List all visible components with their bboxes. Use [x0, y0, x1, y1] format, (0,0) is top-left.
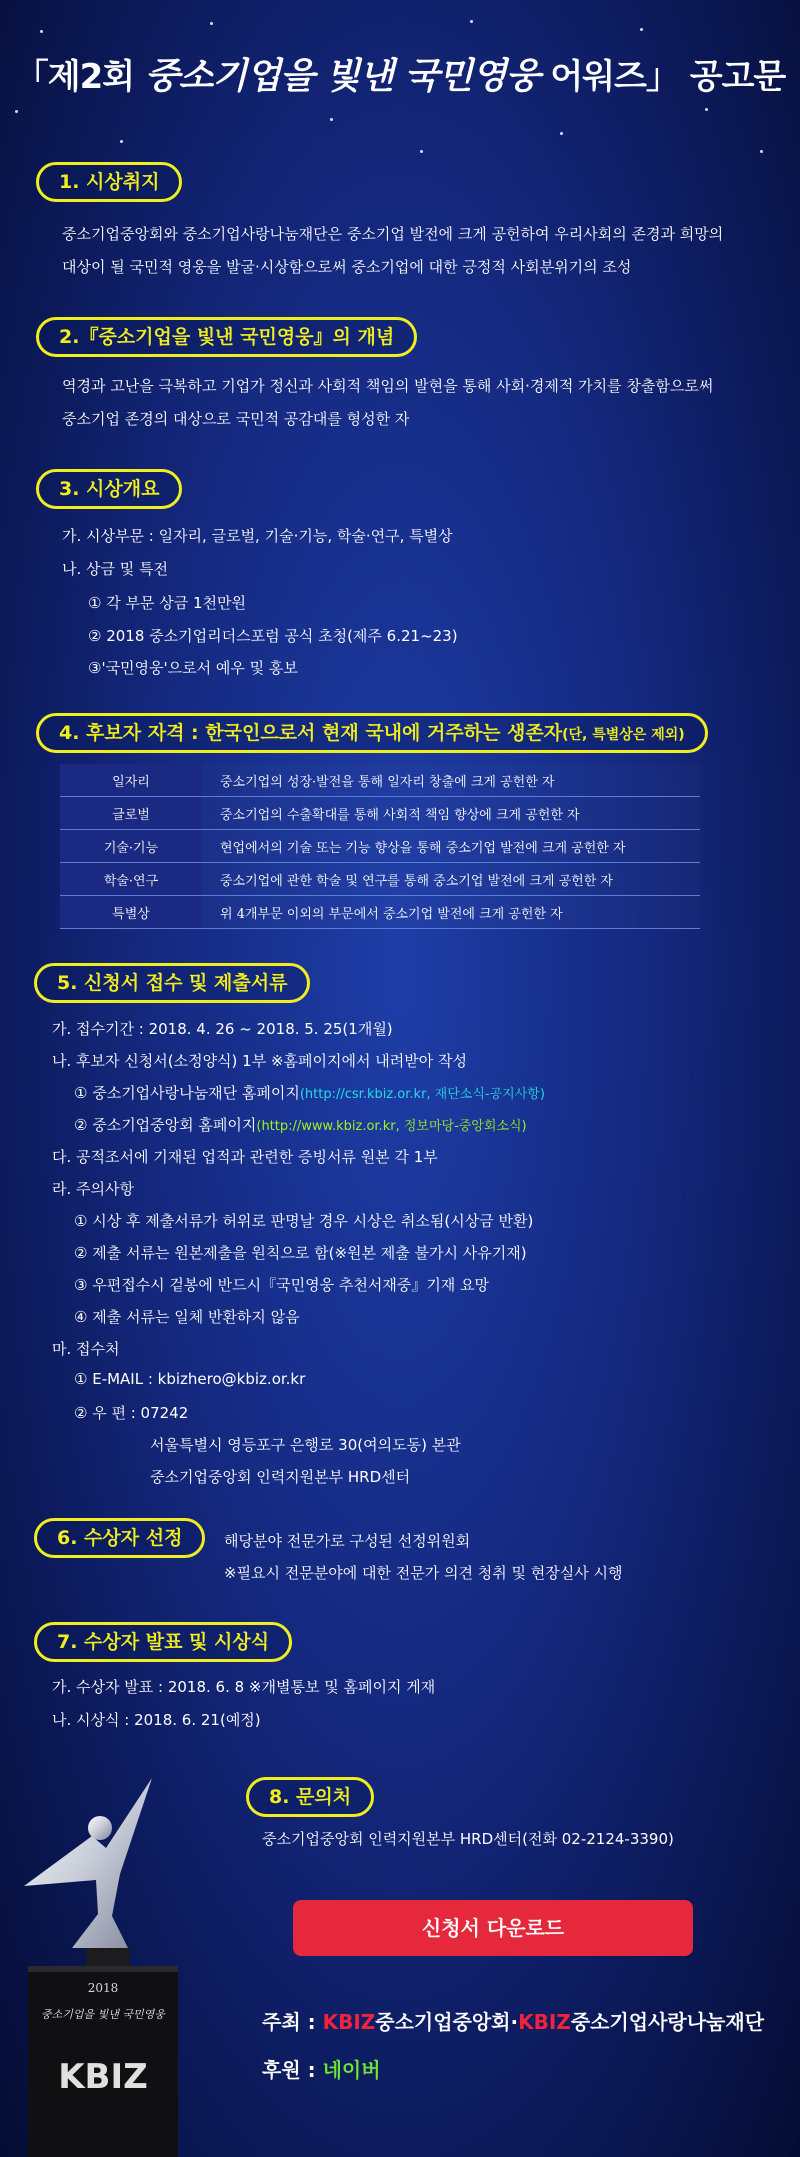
s3-line: 가. 시상부문 : 일자리, 글로벌, 기술·기능, 학술·연구, 특별상: [62, 527, 453, 545]
s5-caution-item: ③ 우편접수시 겉봉에 반드시『국민영웅 추천서재중』기재 요망: [74, 1276, 490, 1294]
s5-recv: 마. 접수처: [52, 1340, 120, 1358]
s5-email: ① E-MAIL : kbizhero@kbiz.or.kr: [74, 1370, 306, 1388]
s3-line: ③'국민영웅'으로서 예우 및 홍보: [88, 659, 298, 677]
section-1-text: 중소기업중앙회와 중소기업사랑나눔재단은 중소기업 발전에 크게 공헌하여 우리사회의 존경과 희망의 대상이 될 국민적 영웅을 발굴·시상함으로써 중소기업에 대한 긍정적 사회분위기의 조성: [62, 225, 724, 276]
s6-line: 해당분야 전문가로 구성된 선정위원회: [224, 1532, 471, 1550]
table-row: 기술·기능 현업에서의 기술 또는 기능 향상을 통해 중소기업 발전에 크게 공헌한 자: [60, 830, 700, 863]
s5-caution-item: ② 제출 서류는 원본제출을 원칙으로 함(※원본 제출 불가시 사유기재): [74, 1244, 527, 1262]
s5-caution: 라. 주의사항: [52, 1180, 134, 1198]
section-2-heading: 2.『중소기업을 빛낸 국민영웅』의 개념: [36, 317, 417, 357]
s5-site-1: ① 중소기업사랑나눔재단 홈페이지(http://csr.kbiz.or.kr, 재단소식-공지사항): [74, 1084, 545, 1102]
s5-addr-2: 중소기업중앙회 인력지원본부 HRD센터: [150, 1468, 411, 1486]
title-script: 중소기업을 빛낸 국민영웅: [144, 55, 540, 97]
section-6-heading: 6. 수상자 선정: [34, 1518, 205, 1558]
table-row: 일자리 중소기업의 성장·발전을 통해 일자리 창출에 크게 공헌한 자: [60, 764, 700, 797]
page-title: 「제2회 중소기업을 빛낸 국민영웅 어워즈」 공고문: [14, 55, 786, 97]
s3-line: 나. 상금 및 특전: [62, 560, 169, 578]
s6-line: ※필요시 전문분야에 대한 전문가 의견 청취 및 현장실사 시행: [224, 1564, 623, 1582]
section-2-text: 역경과 고난을 극복하고 기업가 정신과 사회적 책임의 발현을 통해 사회·경제적 가치를 창출함으로써 중소기업 존경의 대상으로 국민적 공감대를 형성한 자: [62, 377, 714, 428]
s3-line: ② 2018 중소기업리더스포럼 공식 초청(제주 6.21~23): [88, 627, 458, 645]
s8-line: 중소기업중앙회 인력지원본부 HRD센터(전화 02-2124-3390): [262, 1830, 674, 1848]
table-row: 글로벌 중소기업의 수출확대를 통해 사회적 책임 향상에 크게 공헌한 자: [60, 797, 700, 830]
s5-docs: 다. 공적조서에 기재된 업적과 관련한 증빙서류 원본 각 1부: [52, 1148, 438, 1166]
download-application-button[interactable]: 신청서 다운로드: [293, 1900, 693, 1956]
eligibility-table: [60, 764, 700, 929]
trophy-illustration: [24, 1770, 184, 2157]
svg-text:KBIZ: KBIZ: [58, 2057, 148, 2097]
section-1-heading: 1. 시상취지: [36, 162, 182, 202]
s3-line: ① 각 부문 상금 1천만원: [88, 594, 246, 612]
section-7-heading: 7. 수상자 발표 및 시상식: [34, 1622, 292, 1662]
s7-line: 나. 시상식 : 2018. 6. 21(예정): [52, 1711, 261, 1729]
host-line: 주최 : KBIZ중소기업중앙회·KBIZ중소기업사랑나눔재단: [262, 2010, 765, 2034]
table-row: 학술·연구 중소기업에 관한 학술 및 연구를 통해 중소기업 발전에 크게 공헌한 자: [60, 863, 700, 896]
s5-caution-item: ① 시상 후 제출서류가 허위로 판명날 경우 시상은 취소됨(시상금 반환): [74, 1212, 534, 1230]
section-8-heading: 8. 문의처: [246, 1777, 374, 1817]
section-5-heading: 5. 신청서 접수 및 제출서류: [34, 963, 310, 1003]
s5-addr-1: 서울특별시 영등포구 은행로 30(여의도동) 본관: [150, 1436, 461, 1454]
s5-site-2: ② 중소기업중앙회 홈페이지(http://www.kbiz.or.kr, 정보마당-중앙회소식): [74, 1116, 527, 1134]
kbiz-logo-text: KBIZ: [322, 2010, 376, 2034]
section-3-heading: 3. 시상개요: [36, 469, 182, 509]
section-4-heading: 4. 후보자 자격 : 한국인으로서 현재 국내에 거주하는 생존자(단, 특별상은 제외): [36, 713, 708, 753]
s5-post: ② 우 편 : 07242: [74, 1404, 189, 1422]
svg-text:중소기업을 빛낸 국민영웅: 중소기업을 빛낸 국민영웅: [41, 2008, 165, 2021]
naver-text: 네이버: [322, 2058, 381, 2082]
s5-caution-item: ④ 제출 서류는 일체 반환하지 않음: [74, 1308, 300, 1326]
kbiz-logo-text: KBIZ: [518, 2010, 571, 2034]
svg-text:2018: 2018: [87, 1981, 119, 1995]
s7-line: 가. 수상자 발표 : 2018. 6. 8 ※개별통보 및 홈페이지 게재: [52, 1678, 436, 1696]
site-2-link[interactable]: (http://www.kbiz.or.kr, 정보마당-중앙회소식): [256, 1119, 527, 1134]
support-line: 후원 : 네이버: [262, 2058, 381, 2082]
s5-form: 나. 후보자 신청서(소정양식) 1부 ※홈페이지에서 내려받아 작성: [52, 1052, 467, 1070]
site-1-link[interactable]: (http://csr.kbiz.or.kr, 재단소식-공지사항): [299, 1087, 545, 1102]
table-row: 특별상 위 4개부문 이외의 부문에서 중소기업 발전에 크게 공헌한 자: [60, 896, 700, 929]
s5-period: 가. 접수기간 : 2018. 4. 26 ~ 2018. 5. 25(1개월): [52, 1020, 393, 1038]
